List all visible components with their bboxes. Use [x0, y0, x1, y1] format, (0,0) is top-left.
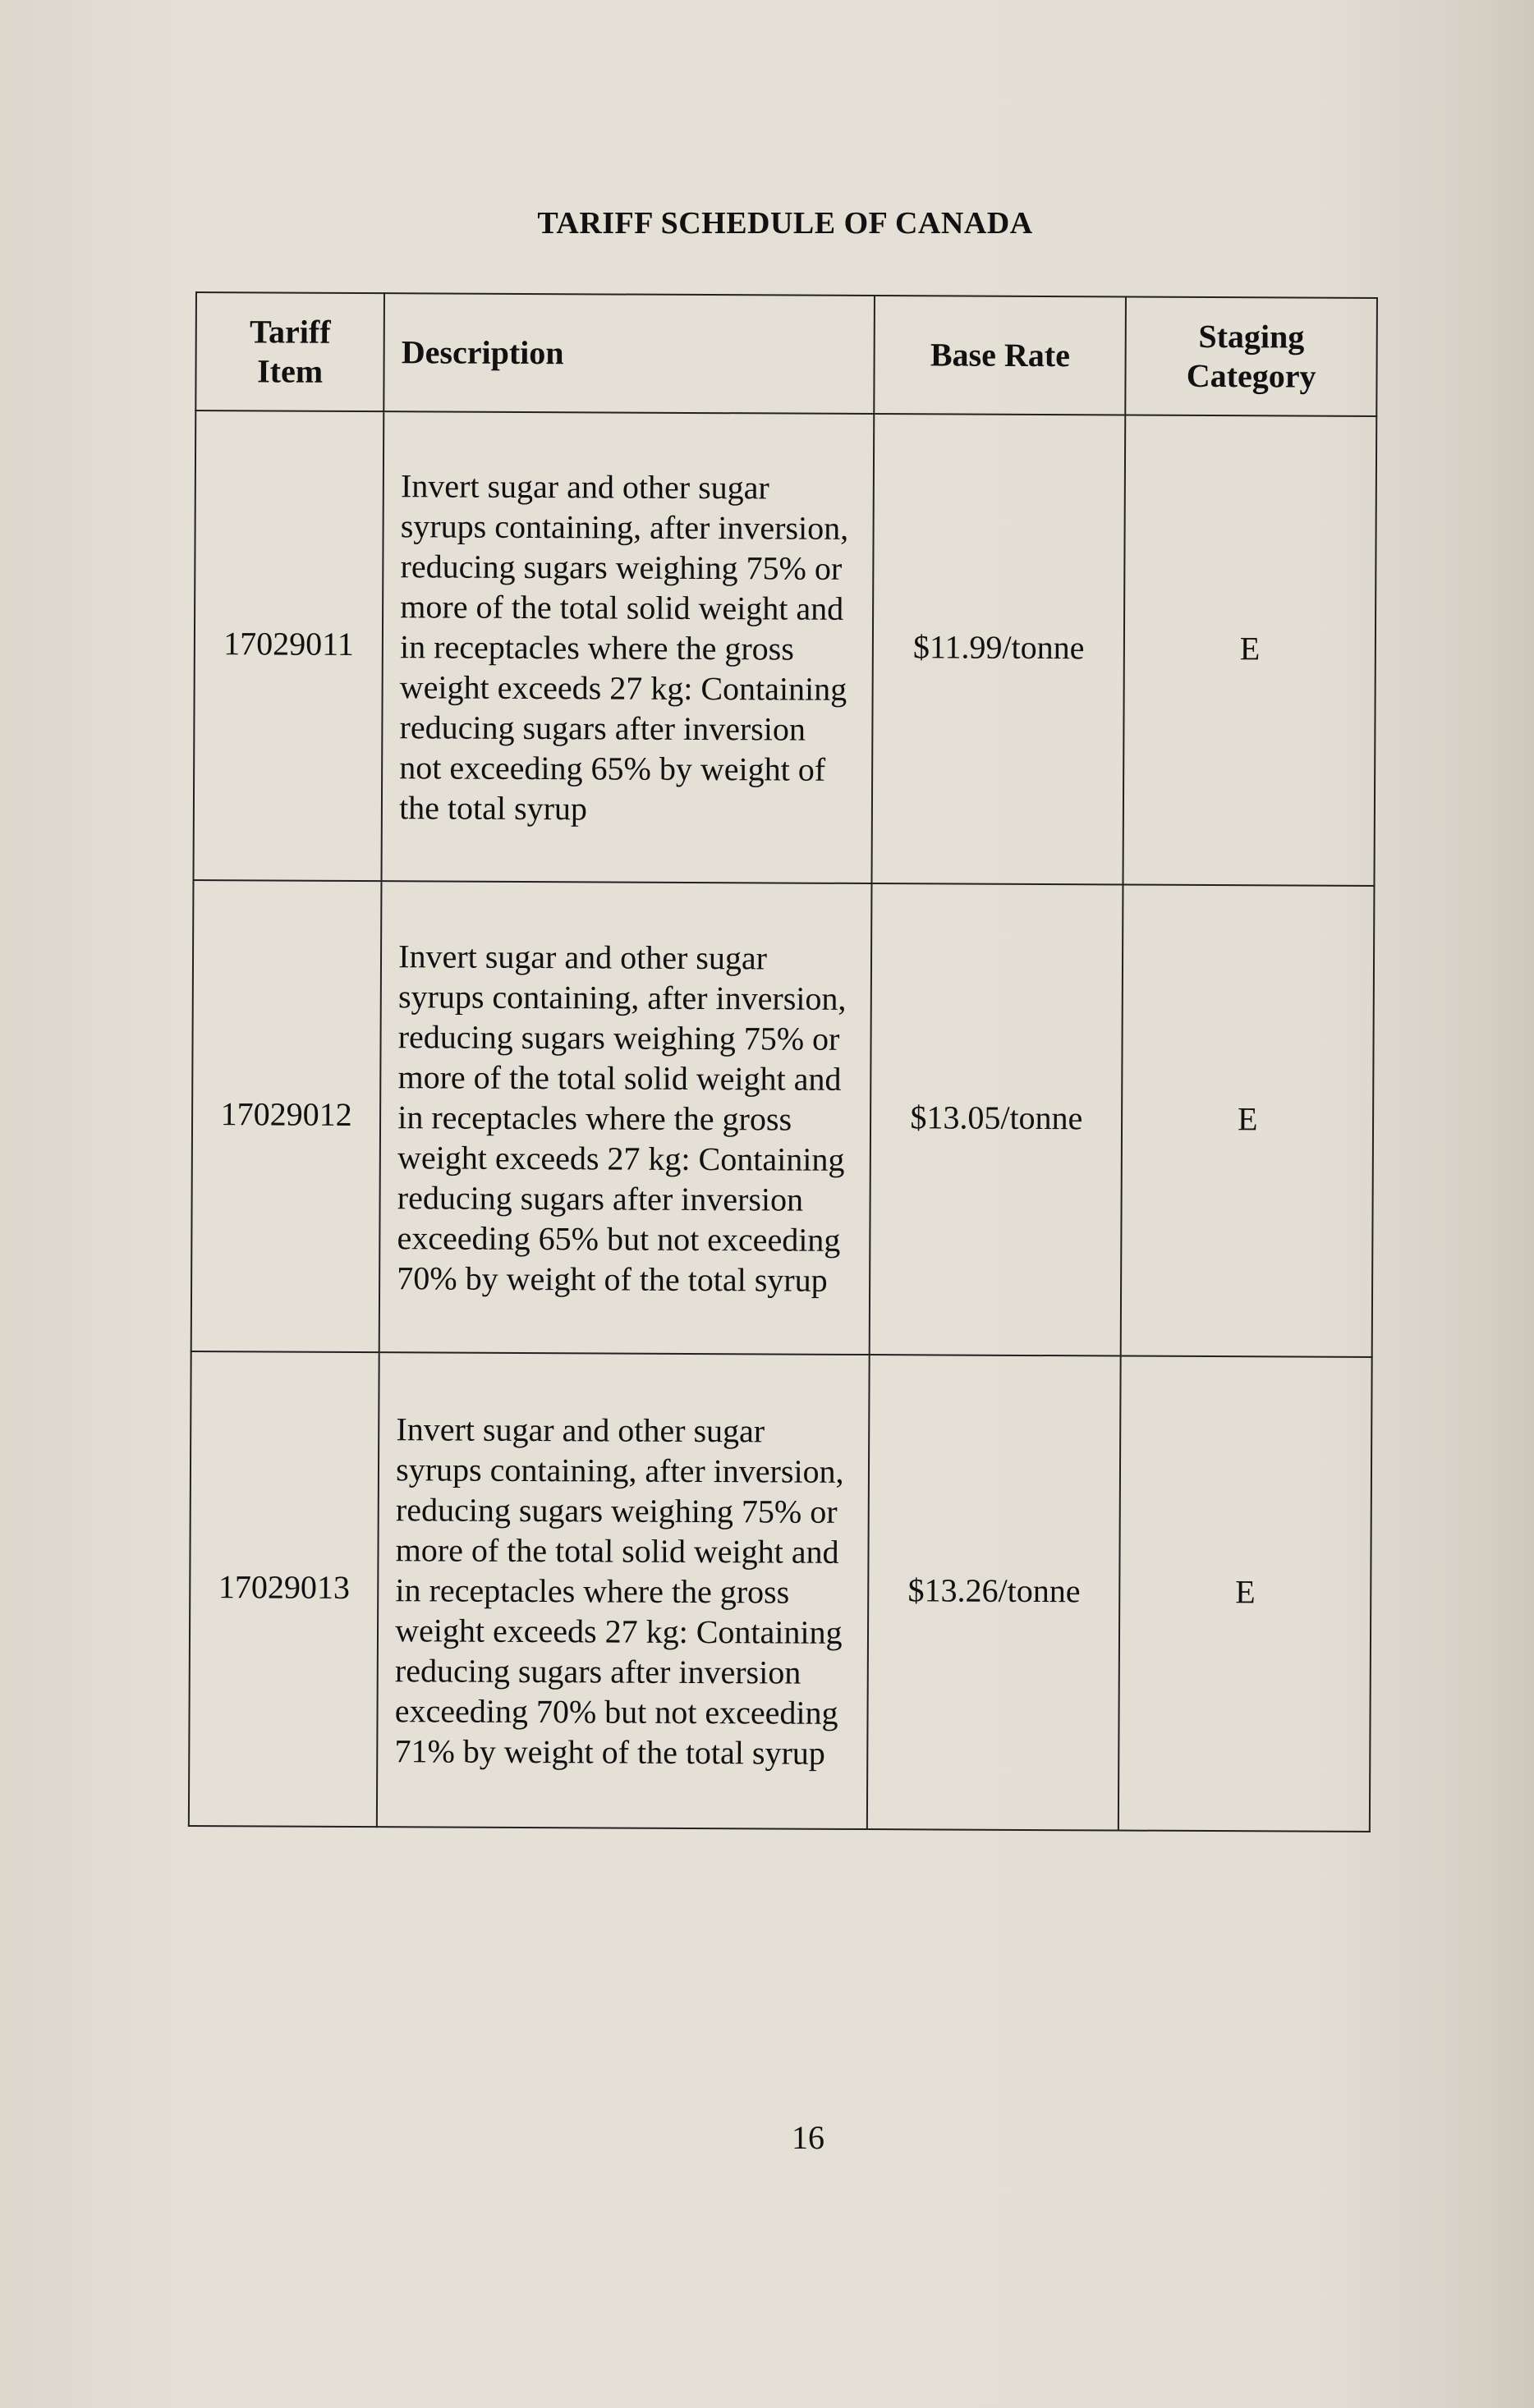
- table-row: [189, 1351, 1372, 1832]
- header-base-rate: Base Rate: [875, 296, 1127, 415]
- description-cell: Invert sugar and other sugar syrups containing, after inversion, reducing sugars weighing 75% or more of the total solid weight and in receptacles where the gross weight exceeds 27 kg: Containing reducing sugars after inversion not exceeding 65% by weight of the total syrup: [382, 411, 875, 883]
- staging-category-cell: E: [1118, 1356, 1372, 1832]
- base-rate-cell: $11.99/tonne: [872, 414, 1126, 884]
- description-cell: Invert sugar and other sugar syrups containing, after inversion, reducing sugars weighing 75% or more of the total solid weight and in receptacles where the gross weight exceeds 27 kg: Containing reducing sugars after inversion exceeding 70% but not exceeding 71% by weight of the total syrup: [377, 1352, 870, 1829]
- tariff-item-cell: 17029011: [193, 411, 384, 881]
- header-description: Description: [384, 293, 875, 414]
- base-rate-cell: $13.05/tonne: [870, 883, 1123, 1355]
- header-staging-category: Staging Category: [1126, 297, 1377, 416]
- tariff-item-cell: 17029013: [189, 1351, 379, 1827]
- table-header-row: [195, 292, 1377, 416]
- staging-category-cell: E: [1123, 415, 1376, 886]
- description-cell: Invert sugar and other sugar syrups containing, after inversion, reducing sugars weighing 75% or more of the total solid weight and in receptacles where the gross weight exceeds 27 kg: Containing reducing sugars after inversion exceeding 65% but not exceeding 70% by weight of the total syrup: [379, 881, 872, 1355]
- document-title: TARIFF SCHEDULE OF CANADA: [537, 206, 1033, 241]
- staging-category-cell: E: [1121, 885, 1374, 1357]
- tariff-table: [188, 291, 1378, 1832]
- header-tariff-item: Tariff Item: [195, 292, 384, 411]
- table-row: [191, 880, 1375, 1357]
- tariff-item-cell: 17029012: [191, 880, 382, 1352]
- base-rate-cell: $13.26/tonne: [867, 1355, 1121, 1830]
- table-row: [193, 411, 1376, 886]
- page-number: 16: [792, 2119, 824, 2156]
